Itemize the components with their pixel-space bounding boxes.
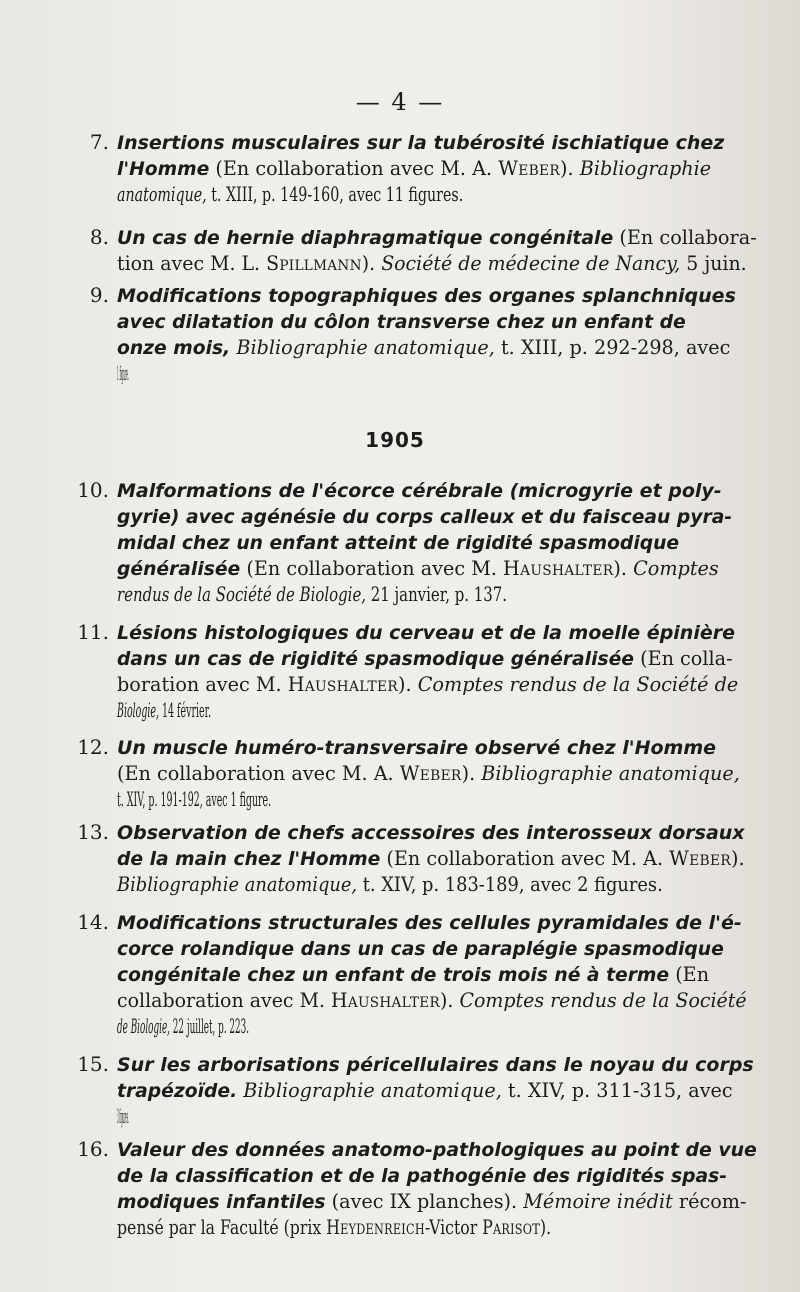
- entry-number: 13.: [77, 820, 109, 844]
- entry-text: (En collabora-: [613, 226, 757, 249]
- entry-line: [117, 672, 747, 698]
- entry-text: pensé par la Faculté (prix: [117, 1216, 327, 1239]
- entry-line: [117, 156, 747, 182]
- entry-line: [117, 530, 747, 556]
- entry-text: 3 figures.: [117, 1105, 129, 1128]
- entry-line: [117, 251, 747, 277]
- entry-line: [117, 1052, 757, 1078]
- entry-line: [117, 182, 584, 208]
- entry-number: 10.: [77, 478, 109, 502]
- entry-line: [117, 872, 702, 898]
- author-name: Haushalter: [287, 673, 399, 696]
- entry-text: (En: [669, 963, 710, 986]
- entry-title-text: trapézoïde.: [117, 1080, 238, 1102]
- entry-text: 22 juillet, p. 223.: [169, 1015, 250, 1038]
- entry-text: ).: [440, 989, 460, 1012]
- entry-title-text: Un cas de hernie diaphragmatique congénitale: [117, 227, 614, 249]
- entry-line: [117, 309, 747, 335]
- entry-line: [117, 988, 747, 1014]
- entry-title-text: avec dilatation du côlon transverse chez un enfant de: [117, 311, 686, 333]
- entry-line: [117, 283, 757, 309]
- entry-text: (En collaboration avec M.: [240, 557, 504, 580]
- entry-title-text: l'Homme: [117, 158, 210, 180]
- entry-text: ).: [613, 557, 634, 580]
- entry-title-text: généralisée: [117, 558, 241, 580]
- bibliography-entry: [89, 130, 757, 208]
- entry-line: [117, 1014, 407, 1040]
- bibliography-entry: [89, 283, 757, 387]
- entry-text: ).: [539, 1216, 552, 1239]
- entry-line: [117, 504, 747, 530]
- journal-text: Bibliographie anatomique,: [117, 873, 358, 896]
- author-name: Haushalter: [331, 989, 441, 1012]
- bibliography-entry: [77, 735, 757, 813]
- entry-title-text: modiques infantiles: [117, 1191, 326, 1213]
- entry-text: t. XIV, p. 311-315, avec: [501, 1079, 733, 1102]
- entry-line: [117, 130, 757, 156]
- entry-title-text: Un muscle huméro-transversaire observé chez l'Homme: [117, 737, 717, 759]
- entry-title-text: de la main chez l'Homme: [117, 848, 381, 870]
- entry-number: 7.: [89, 130, 109, 154]
- entry-number: 14.: [77, 910, 109, 934]
- entry-number: 12.: [77, 735, 109, 759]
- journal-text: Bibliographie: [579, 157, 712, 180]
- entry-line: [117, 787, 427, 813]
- entry-title-text: midal chez un enfant atteint de rigidité spasmodique: [117, 532, 680, 554]
- journal-text: rendus de la Société de Biologie,: [117, 583, 367, 606]
- entry-text: t. XIII, p. 149-160, avec 11 figures.: [206, 183, 464, 206]
- journal-text: de Biologie,: [117, 1015, 170, 1038]
- entry-text: tion avec M. L.: [117, 252, 267, 275]
- entry-text: t. XIII, p. 292-298, avec: [494, 336, 731, 359]
- entry-text: (En collaboration avec M. A.: [380, 847, 670, 870]
- entry-title-text: Observation de chefs accessoires des interosseux dorsaux: [117, 822, 745, 844]
- entry-text: collaboration avec M.: [117, 989, 332, 1012]
- entry-title-text: dans un cas de rigidité spasmodique généralisée: [117, 648, 634, 670]
- journal-text: Bibliographie anatomique,: [243, 1079, 502, 1102]
- page-number: — 4 —: [355, 88, 445, 116]
- author-name: Weber: [399, 762, 462, 785]
- entry-text: 14 février.: [159, 699, 212, 722]
- entry-line: [117, 335, 747, 361]
- entry-line: [117, 846, 747, 872]
- entry-line: [117, 1189, 747, 1215]
- author-name: Weber: [669, 847, 731, 870]
- author-name: Parisot: [482, 1216, 540, 1239]
- entry-text: ).: [361, 252, 382, 275]
- entry-line: [117, 1215, 632, 1241]
- bibliography-entry: [77, 910, 757, 1040]
- entry-text: t. XIV, p. 191-192, avec 1 figure.: [117, 788, 272, 811]
- journal-text: Comptes rendus de la Société: [459, 989, 747, 1012]
- entry-title-text: Lésions histologiques du cerveau et de la moelle épinière: [117, 622, 735, 644]
- journal-text: Bibliographie anatomique,: [481, 762, 740, 785]
- journal-text: anatomique,: [117, 183, 207, 206]
- bibliography-entry: [77, 1137, 757, 1241]
- entry-line: [117, 936, 747, 962]
- entry-title-text: Modifications topographiques des organes splanchniques: [117, 285, 736, 307]
- bibliography-entry: [77, 1052, 757, 1130]
- entry-line: [117, 1104, 197, 1130]
- entry-line: [117, 620, 757, 646]
- entry-text: 21 janvier, p. 137.: [366, 583, 508, 606]
- bibliography-entry: [77, 478, 757, 608]
- entry-title-text: Valeur des données anatomo-pathologiques au point de vue: [117, 1139, 757, 1161]
- entry-line: [117, 761, 747, 787]
- entry-line: [117, 225, 757, 251]
- entry-line: [117, 646, 747, 672]
- entry-text: ).: [730, 847, 745, 870]
- author-name: Haushalter: [503, 557, 614, 580]
- entry-line: [117, 1137, 757, 1163]
- entry-number: 16.: [77, 1137, 109, 1161]
- entry-title-text: Modifications structurales des cellules pyramidales de l'é-: [117, 912, 742, 934]
- entry-number: 8.: [89, 225, 109, 249]
- entry-line: [117, 962, 747, 988]
- entry-text: (avec IX planches).: [325, 1190, 524, 1213]
- journal-text: Comptes rendus de la Société de: [417, 673, 739, 696]
- entry-text: ).: [461, 762, 482, 785]
- entry-line: [117, 556, 747, 582]
- year-heading: 1905: [365, 428, 425, 452]
- bibliography-entry: [89, 225, 757, 277]
- entry-text: ).: [560, 157, 580, 180]
- entry-text: 1 figure.: [117, 362, 129, 385]
- entry-title-text: de la classification et de la pathogénie des rigidités spas-: [117, 1165, 728, 1187]
- entry-text: (En collaboration avec M. A.: [209, 157, 499, 180]
- entry-line: [117, 735, 757, 761]
- entry-line: [117, 698, 427, 724]
- author-name: Weber: [498, 157, 561, 180]
- entry-title-text: gyrie) avec agénésie du corps calleux et du faisceau pyra-: [117, 506, 733, 528]
- entry-text: 5 juin.: [680, 252, 747, 275]
- entry-line: [117, 361, 207, 387]
- entry-title-text: corce rolandique dans un cas de paraplégie spasmodique: [117, 938, 724, 960]
- entry-title-text: Sur les arborisations péricellulaires dans le noyau du corps: [117, 1054, 754, 1076]
- bibliography-entry: [77, 820, 757, 898]
- entry-title-text: Malformations de l'écorce cérébrale (microgyrie et poly-: [117, 480, 722, 502]
- entry-line: [117, 820, 757, 846]
- journal-text: Comptes: [633, 557, 719, 580]
- journal-text: Bibliographie anatomique,: [236, 336, 495, 359]
- entry-line: [117, 582, 607, 608]
- entry-text: (En colla-: [633, 647, 733, 670]
- author-name: Spillmann: [266, 252, 362, 275]
- entry-number: 11.: [77, 620, 109, 644]
- entry-line: [117, 1078, 747, 1104]
- entry-text: boration avec M.: [117, 673, 288, 696]
- entry-text: t. XIV, p. 183-189, avec 2 figures.: [357, 873, 663, 896]
- entry-number: 15.: [77, 1052, 109, 1076]
- journal-text: Biologie,: [117, 699, 160, 722]
- journal-text: Mémoire inédit: [523, 1190, 673, 1213]
- author-name: Heydenreich: [326, 1216, 425, 1239]
- entry-line: [117, 478, 757, 504]
- entry-text: récom-: [672, 1190, 747, 1213]
- entry-text: (En collaboration avec M. A.: [117, 762, 400, 785]
- entry-text: ).: [398, 673, 418, 696]
- journal-text: Société de médecine de Nancy,: [381, 252, 681, 275]
- entry-text: -Victor: [424, 1216, 483, 1239]
- entry-line: [117, 910, 757, 936]
- bibliography-entry: [77, 620, 757, 724]
- entry-line: [117, 1163, 747, 1189]
- entry-title-text: congénitale chez un enfant de trois mois né à terme: [117, 964, 670, 986]
- entry-title-text: onze mois,: [117, 337, 231, 359]
- entry-title-text: Insertions musculaires sur la tubérosité ischiatique chez: [117, 132, 725, 154]
- entry-number: 9.: [89, 283, 109, 307]
